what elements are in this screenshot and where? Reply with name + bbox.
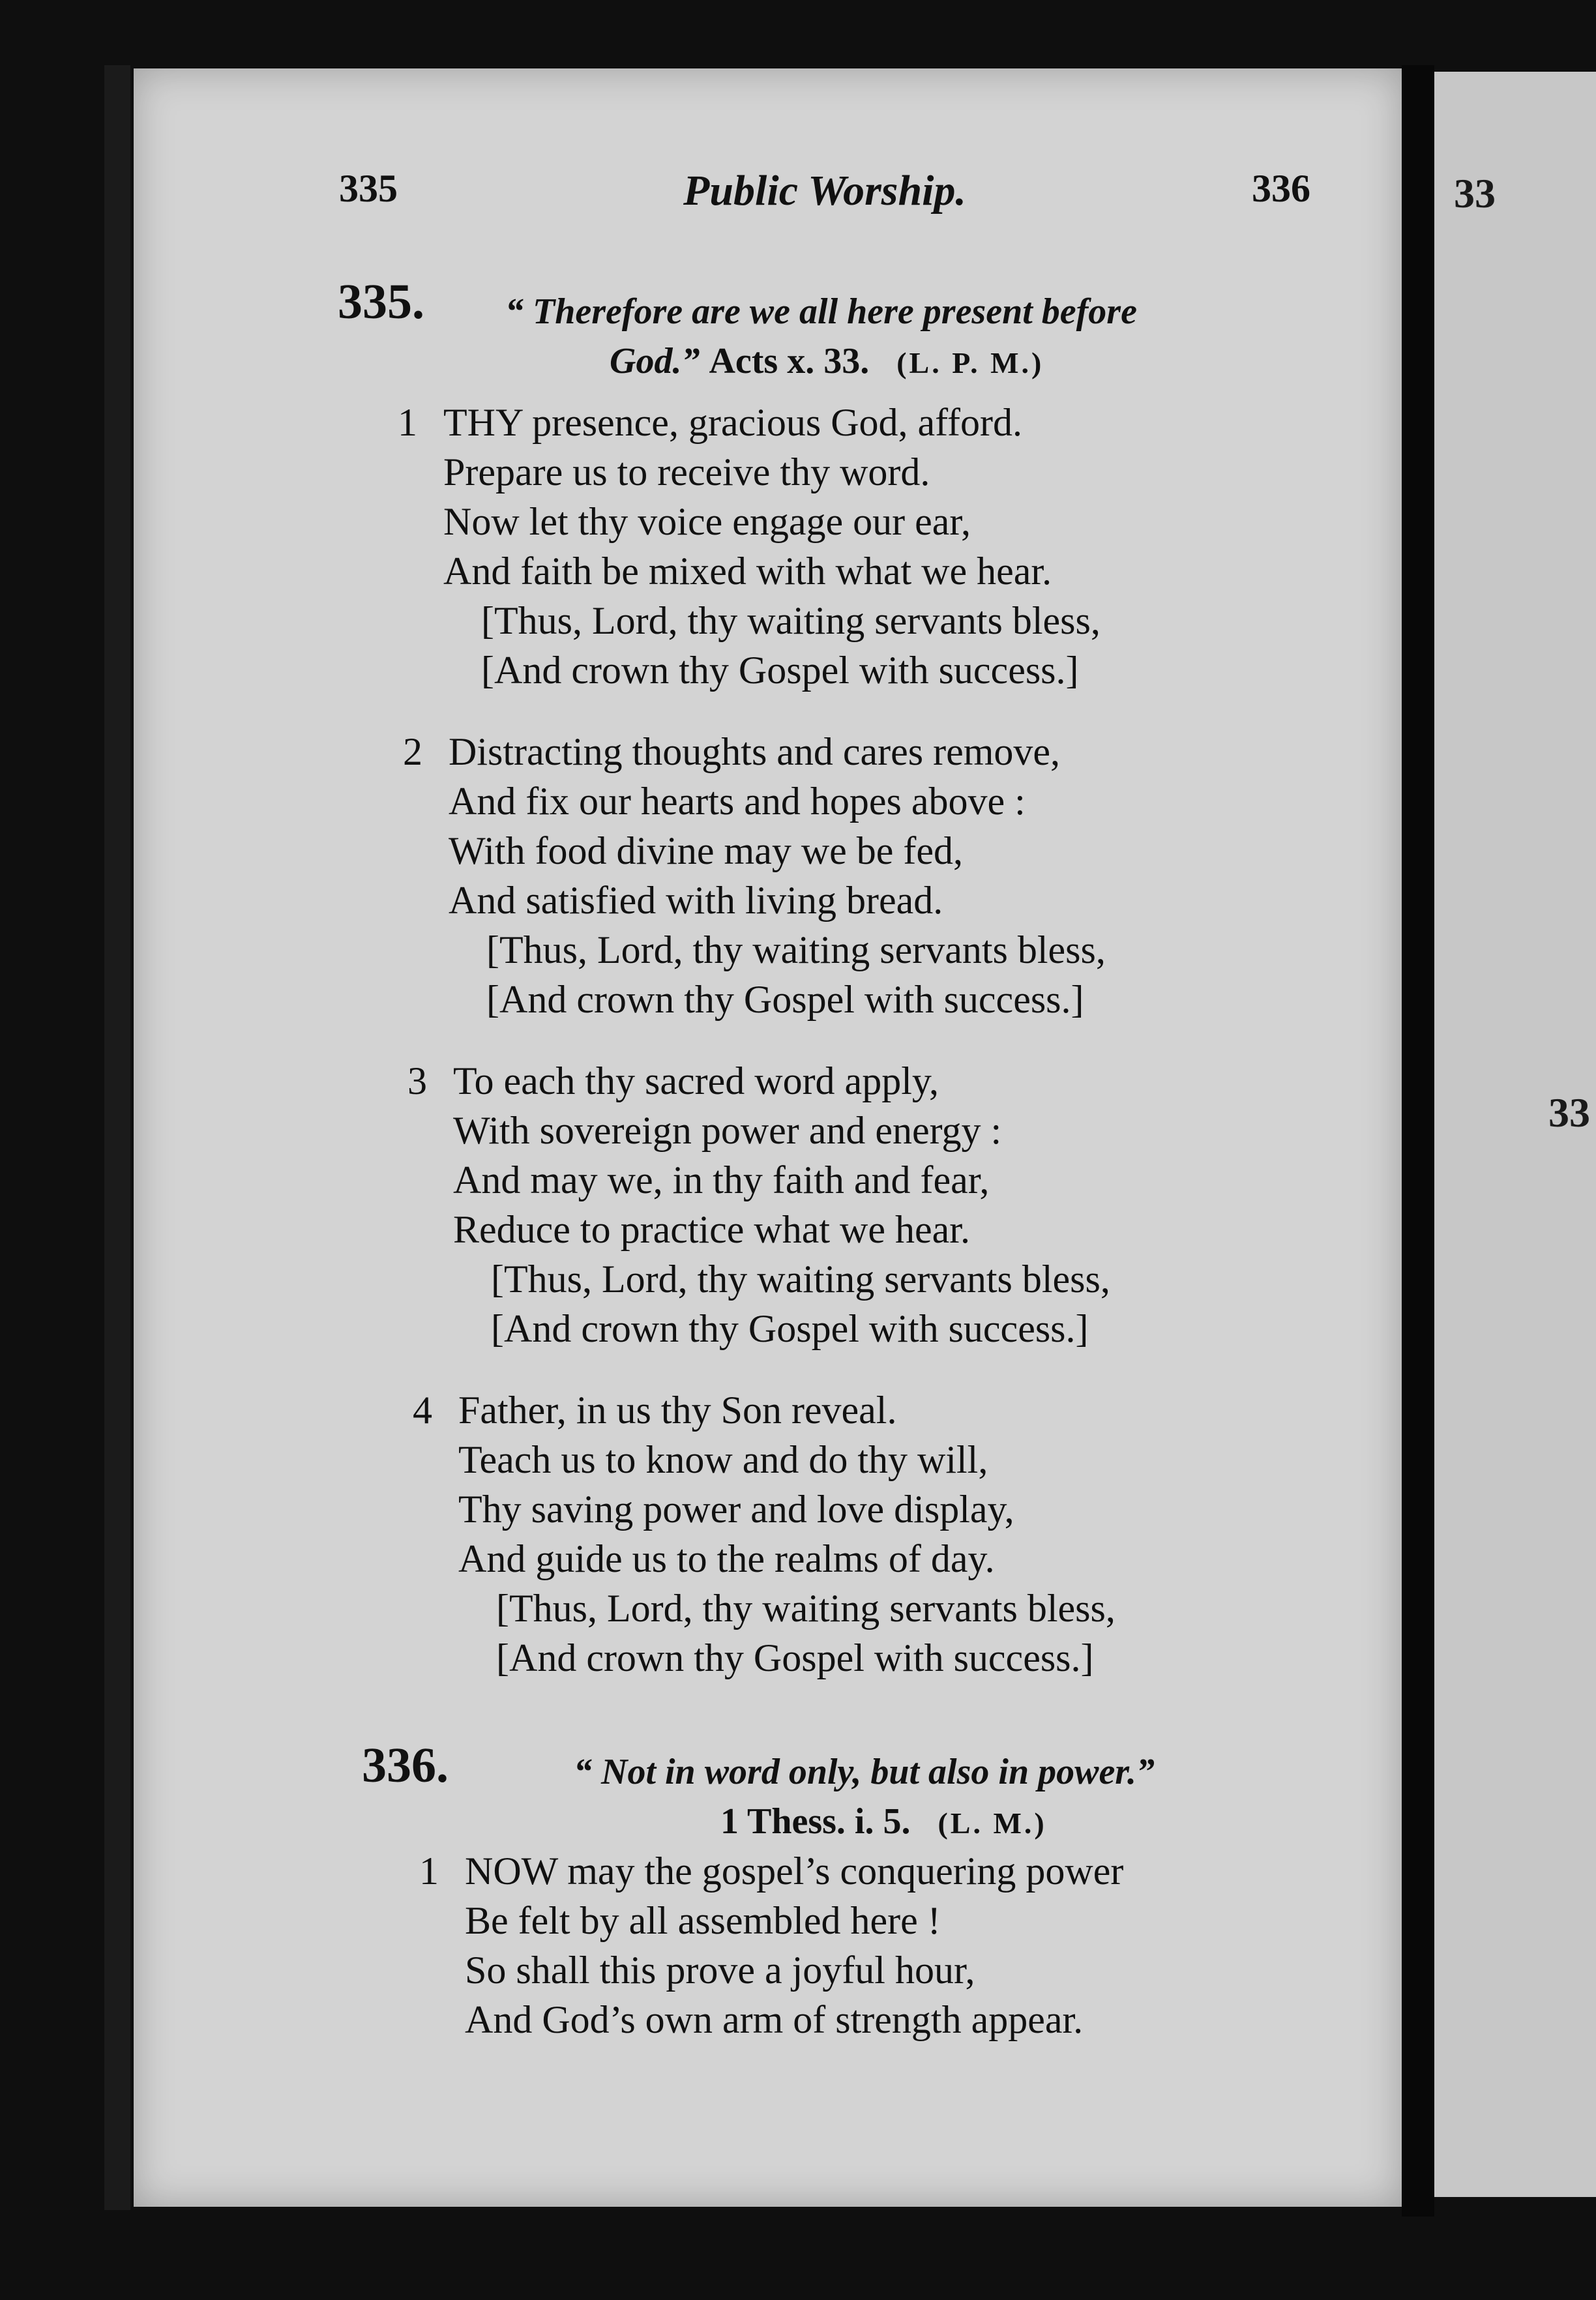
stanza-number: 2 — [403, 730, 422, 773]
verse-line: Now let thy voice engage our ear, — [443, 500, 971, 543]
hymn-epigraph — [505, 287, 1327, 388]
facing-hymn-number-fragment: 33 — [1548, 1089, 1590, 1136]
stanza — [403, 727, 1106, 1024]
stanza — [407, 1056, 1110, 1353]
epigraph-quote-line: “ Therefore are we all here present before — [505, 291, 1137, 332]
refrain-line: [ Thus, Lord, thy waiting servants bless, — [458, 1584, 1116, 1633]
refrain-line: [ And crown thy Gospel with success. ] — [458, 1633, 1116, 1683]
verse-line: Prepare us to receive thy word. — [443, 450, 930, 494]
hymn-number: 335. — [338, 274, 424, 329]
verse-line: And satisfied with living bread. — [449, 879, 943, 922]
refrain-line: [ And crown thy Gospel with success. ] — [449, 975, 1106, 1024]
refrain-line: [ Thus, Lord, thy waiting servants bless, — [453, 1254, 1110, 1304]
verse-line: And faith be mixed with what we hear. — [443, 550, 1052, 593]
stanza — [398, 398, 1101, 695]
facing-page-fragment — [1434, 72, 1596, 2197]
verse-line: Reduce to practice what we hear. — [453, 1208, 970, 1251]
verse-line: To each thy sacred word apply, — [453, 1059, 939, 1102]
verse-line: Thy saving power and love display, — [458, 1488, 1014, 1531]
running-title: Public Worship. — [683, 167, 966, 214]
hymn-number: 336. — [362, 1738, 449, 1793]
scripture-reference: Acts x. 33. — [709, 341, 870, 381]
refrain-line: [ Thus, Lord, thy waiting servants bless, — [449, 925, 1106, 975]
running-header — [339, 166, 1310, 225]
verse-line: NOW may the gospel’s conquering power — [465, 1850, 1124, 1893]
refrain-line: [ And crown thy Gospel with success. ] — [443, 645, 1101, 695]
stanza — [413, 1385, 1116, 1683]
meter-label: (L. P. M.) — [896, 346, 1044, 379]
meter-label: (L. M.) — [938, 1806, 1047, 1840]
verse-line: Father, in us thy Son reveal. — [458, 1389, 897, 1432]
epigraph-quote-line: God.” — [610, 341, 700, 381]
book-left-edge — [104, 65, 130, 2210]
epigraph-quote-line: “ Not in word only, but also in power.” — [574, 1752, 1155, 1792]
refrain-line: [ Thus, Lord, thy waiting servants bless, — [443, 596, 1101, 645]
verse-line: And may we, in thy faith and fear, — [453, 1158, 990, 1202]
page-gutter — [1402, 65, 1434, 2217]
verse-line: THY presence, gracious God, afford. — [443, 401, 1023, 444]
verse-line: Distracting thoughts and cares remove, — [449, 730, 1061, 773]
left-page-number: 335 — [339, 167, 398, 210]
scripture-reference: 1 Thess. i. 5. — [720, 1801, 911, 1842]
stanza-number: 1 — [419, 1850, 439, 1893]
stanza-number: 3 — [407, 1059, 427, 1102]
verse-line: Teach us to know and do thy will, — [458, 1438, 988, 1481]
verse-line: With food divine may we be fed, — [449, 829, 964, 872]
stanza-number: 1 — [398, 401, 417, 444]
verse-line: So shall this prove a joyful hour, — [465, 1949, 975, 1992]
verse-line: With sovereign power and energy : — [453, 1109, 1002, 1152]
verse-line: Be felt by all assembled here ! — [465, 1899, 941, 1942]
verse-line: And guide us to the realms of day. — [458, 1537, 995, 1580]
stanza — [419, 1846, 1124, 2044]
verse-line: And God’s own arm of strength appear. — [465, 1998, 1084, 2041]
stanza-number: 4 — [413, 1389, 432, 1432]
verse-line: And fix our hearts and hopes above : — [449, 780, 1026, 823]
facing-page-number-fragment: 33 — [1454, 170, 1496, 216]
refrain-line: [ And crown thy Gospel with success. ] — [453, 1304, 1110, 1353]
right-page-number: 336 — [1252, 167, 1310, 210]
hymn-epigraph — [574, 1747, 1350, 1848]
